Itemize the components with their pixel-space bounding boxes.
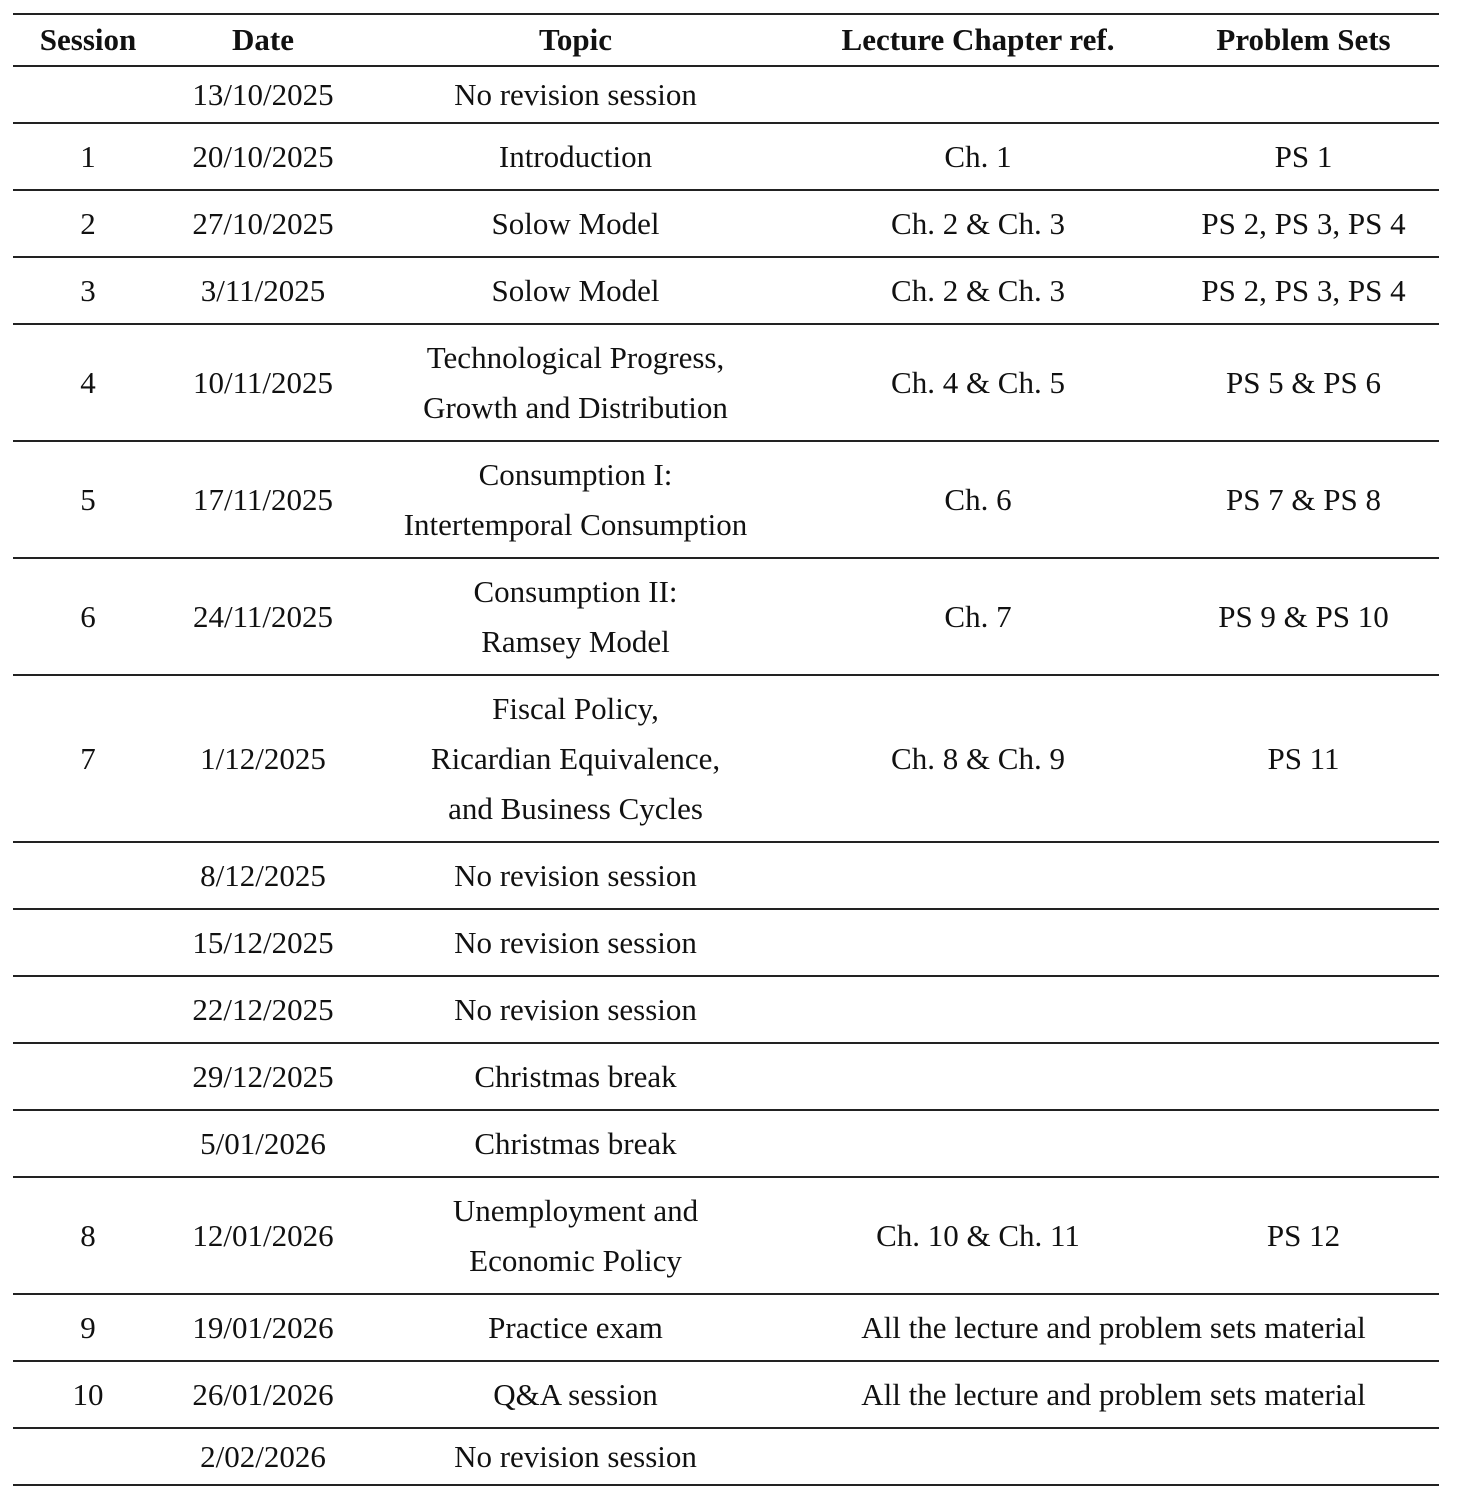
topic-line: Q&A session <box>493 1376 658 1412</box>
cell-problem-sets: PS 5 & PS 6 <box>1225 364 1382 400</box>
cell-date: 10/11/2025 <box>192 364 334 400</box>
table-row <box>13 66 1439 123</box>
cell-lecture-chapter: Ch. 1 <box>944 138 1012 174</box>
cell-lecture-chapter <box>788 66 1168 123</box>
cell-lecture-chapter: Ch. 6 <box>944 481 1012 517</box>
table-row <box>13 976 1439 1043</box>
topic-line: Consumption I: <box>478 456 673 492</box>
cell-session: 4 <box>80 364 96 400</box>
topic-line: Intertemporal Consumption <box>403 506 748 542</box>
header-topic: Topic <box>539 22 612 57</box>
cell-topic <box>363 976 788 1043</box>
topic-line: No revision session <box>454 1438 697 1474</box>
cell-lecture-chapter: Ch. 8 & Ch. 9 <box>891 740 1065 776</box>
cell-date: 26/01/2026 <box>192 1376 334 1412</box>
topic-line: No revision session <box>454 857 697 893</box>
cell-session <box>13 909 163 976</box>
cell-problem-sets <box>1168 842 1439 909</box>
cell-topic <box>363 123 788 190</box>
cell-session <box>13 1043 163 1110</box>
topic-line: Economic Policy <box>469 1242 682 1278</box>
cell-topic <box>363 1361 788 1428</box>
cell-problem-sets <box>1168 1043 1439 1110</box>
topic-line: Solow Model <box>491 205 660 241</box>
table-row <box>13 1294 1439 1361</box>
cell-topic <box>363 1043 788 1110</box>
cell-session: 10 <box>72 1376 104 1412</box>
topic-line: Unemployment and <box>452 1192 699 1228</box>
cell-date: 24/11/2025 <box>192 598 334 634</box>
cell-problem-sets <box>1168 1428 1439 1485</box>
cell-date: 13/10/2025 <box>192 76 334 112</box>
table-body <box>13 66 1439 1485</box>
cell-lecture-chapter <box>788 1043 1168 1110</box>
topic-line: Christmas break <box>474 1058 677 1094</box>
cell-merged-material: All the lecture and problem sets material <box>861 1376 1366 1412</box>
cell-problem-sets <box>1168 909 1439 976</box>
cell-date: 1/12/2025 <box>200 740 326 776</box>
table-row <box>13 842 1439 909</box>
cell-lecture-chapter <box>788 976 1168 1043</box>
cell-lecture-chapter <box>788 842 1168 909</box>
table-row <box>13 558 1439 675</box>
cell-lecture-chapter: Ch. 7 <box>944 598 1012 634</box>
cell-topic <box>363 1428 788 1485</box>
cell-topic <box>363 675 788 842</box>
cell-merged-material: All the lecture and problem sets material <box>861 1309 1366 1345</box>
cell-topic <box>363 324 788 441</box>
cell-session: 9 <box>80 1309 96 1345</box>
topic-line: Ramsey Model <box>481 623 670 659</box>
cell-topic <box>363 190 788 257</box>
cell-topic <box>363 1110 788 1177</box>
cell-lecture-chapter: Ch. 2 & Ch. 3 <box>891 205 1065 241</box>
table-row <box>13 1428 1439 1485</box>
topic-line: Solow Model <box>491 272 660 308</box>
cell-date: 20/10/2025 <box>192 138 334 174</box>
cell-date: 15/12/2025 <box>192 924 334 960</box>
cell-problem-sets: PS 2, PS 3, PS 4 <box>1201 205 1406 241</box>
cell-date: 29/12/2025 <box>192 1058 334 1094</box>
topic-line: No revision session <box>454 991 697 1027</box>
cell-date: 3/11/2025 <box>200 272 326 308</box>
cell-problem-sets: PS 7 & PS 8 <box>1225 481 1382 517</box>
cell-topic <box>363 909 788 976</box>
cell-session: 3 <box>80 272 96 308</box>
topic-line: No revision session <box>454 76 697 112</box>
cell-lecture-chapter: Ch. 2 & Ch. 3 <box>891 272 1065 308</box>
cell-session <box>13 1428 163 1485</box>
table-header <box>13 14 1439 66</box>
cell-problem-sets: PS 1 <box>1274 138 1333 174</box>
cell-problem-sets: PS 11 <box>1267 740 1340 776</box>
cell-date: 2/02/2026 <box>200 1438 326 1474</box>
header-date: Date <box>232 22 294 57</box>
cell-problem-sets: PS 9 & PS 10 <box>1218 598 1389 634</box>
cell-date: 17/11/2025 <box>192 481 334 517</box>
revision-schedule-table <box>13 13 1439 1486</box>
topic-line: Technological Progress, <box>426 339 725 375</box>
table-row <box>13 909 1439 976</box>
cell-lecture-chapter: Ch. 4 & Ch. 5 <box>891 364 1065 400</box>
cell-problem-sets <box>1168 66 1439 123</box>
cell-problem-sets: PS 12 <box>1266 1217 1341 1253</box>
cell-date: 8/12/2025 <box>200 857 326 893</box>
header-row <box>13 14 1439 66</box>
header-lecture-chapter: Lecture Chapter ref. <box>841 22 1115 57</box>
cell-session: 8 <box>80 1217 96 1253</box>
cell-lecture-chapter: Ch. 10 & Ch. 11 <box>876 1217 1080 1253</box>
cell-session: 1 <box>80 138 96 174</box>
cell-topic <box>363 257 788 324</box>
table-row <box>13 1361 1439 1428</box>
cell-problem-sets <box>1168 1110 1439 1177</box>
cell-topic <box>363 558 788 675</box>
table-row <box>13 1043 1439 1110</box>
topic-line: Introduction <box>498 138 653 174</box>
cell-date: 19/01/2026 <box>192 1309 334 1345</box>
header-problem-sets: Problem Sets <box>1216 22 1391 57</box>
cell-problem-sets <box>1168 976 1439 1043</box>
table-row <box>13 1110 1439 1177</box>
cell-lecture-chapter <box>788 909 1168 976</box>
cell-date: 27/10/2025 <box>192 205 334 241</box>
topic-line: Growth and Distribution <box>423 389 728 425</box>
cell-topic <box>363 1177 788 1294</box>
cell-date: 12/01/2026 <box>192 1217 334 1253</box>
topic-line: Consumption II: <box>473 573 678 609</box>
topic-line: Fiscal Policy, <box>492 690 659 726</box>
topic-line: Christmas break <box>474 1125 677 1161</box>
cell-date: 22/12/2025 <box>192 991 334 1027</box>
cell-topic <box>363 441 788 558</box>
cell-session <box>13 66 163 123</box>
cell-topic <box>363 842 788 909</box>
cell-topic <box>363 66 788 123</box>
table-row <box>13 675 1439 842</box>
cell-lecture-chapter <box>788 1428 1168 1485</box>
topic-line: and Business Cycles <box>448 790 703 826</box>
topic-line: No revision session <box>454 924 697 960</box>
cell-topic <box>363 1294 788 1361</box>
header-session: Session <box>39 22 137 57</box>
cell-session <box>13 1110 163 1177</box>
cell-session: 2 <box>80 205 96 241</box>
table-row <box>13 324 1439 441</box>
cell-session: 6 <box>80 598 96 634</box>
table-row <box>13 123 1439 190</box>
topic-line: Practice exam <box>488 1309 663 1345</box>
table-row <box>13 1177 1439 1294</box>
cell-date: 5/01/2026 <box>200 1125 326 1161</box>
cell-lecture-chapter <box>788 1110 1168 1177</box>
table-row <box>13 441 1439 558</box>
cell-problem-sets: PS 2, PS 3, PS 4 <box>1201 272 1406 308</box>
cell-session <box>13 842 163 909</box>
topic-line: Ricardian Equivalence, <box>430 740 721 776</box>
cell-session <box>13 976 163 1043</box>
table-row <box>13 190 1439 257</box>
cell-session: 5 <box>80 481 96 517</box>
table-row <box>13 257 1439 324</box>
cell-session: 7 <box>80 740 96 776</box>
